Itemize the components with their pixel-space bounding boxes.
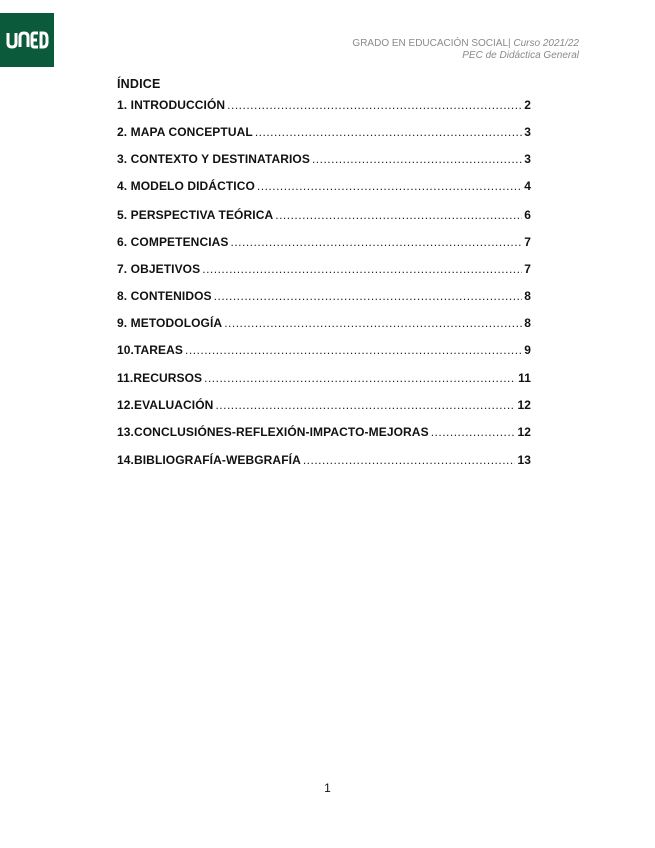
toc-entry[interactable] xyxy=(117,316,531,334)
toc-entry[interactable] xyxy=(117,262,531,280)
toc-entry-page: 6 xyxy=(524,208,531,222)
toc-entry-label: 3. CONTEXTO Y DESTINATARIOS xyxy=(117,152,310,166)
toc-entry[interactable] xyxy=(117,179,531,197)
toc-entry-page: 12 xyxy=(517,425,531,439)
toc-dot-leader xyxy=(224,316,522,330)
toc-entry-page: 3 xyxy=(524,125,531,139)
header-course: Curso 2021/22 xyxy=(513,38,579,49)
toc-entry-label: 8. CONTENIDOS xyxy=(117,289,212,303)
toc-entry-page: 11 xyxy=(518,371,531,385)
toc-entry[interactable] xyxy=(117,453,531,471)
uned-logo xyxy=(0,13,54,67)
toc-dot-leader xyxy=(202,262,522,276)
toc-dot-leader xyxy=(231,235,523,249)
toc-dot-leader xyxy=(255,125,522,139)
toc-entry-page: 4 xyxy=(524,179,531,193)
toc-entry[interactable] xyxy=(117,98,531,116)
toc-entry[interactable] xyxy=(117,289,531,307)
toc-entry-label: 7. OBJETIVOS xyxy=(117,262,201,276)
toc-entry[interactable] xyxy=(117,371,531,389)
toc-entry-label: 2. MAPA CONCEPTUAL xyxy=(117,125,253,139)
toc-entry-label: 1. INTRODUCCIÓN xyxy=(117,98,226,112)
toc-entry[interactable] xyxy=(117,125,531,143)
toc-entry-label: 13.CONCLUSIÓNES-REFLEXIÓN-IMPACTO-MEJORAS xyxy=(117,425,429,439)
toc-entry-page: 2 xyxy=(524,98,531,112)
uned-logo-mark xyxy=(5,30,49,50)
toc-entry-label: 4. MODELO DIDÁCTICO xyxy=(117,179,255,193)
toc-entry-label: 10.TAREAS xyxy=(117,343,184,357)
toc-entry-page: 13 xyxy=(517,453,531,467)
toc-entry-page: 12 xyxy=(517,398,531,412)
toc-entry-page: 7 xyxy=(524,235,531,249)
toc-dot-leader xyxy=(227,98,522,112)
toc-entry-label: 11.RECURSOS xyxy=(117,371,203,385)
toc-entry-label: 9. METODOLOGÍA xyxy=(117,316,223,330)
toc-dot-leader xyxy=(204,371,516,385)
header-program: GRADO EN EDUCACIÓN SOCIAL| xyxy=(352,38,514,49)
toc-entry[interactable] xyxy=(117,208,531,226)
header-line-1 xyxy=(352,38,579,50)
toc-entry[interactable] xyxy=(117,398,531,416)
toc-entry-label: 14.BIBLIOGRAFÍA-WEBGRAFÍA xyxy=(117,453,301,467)
toc-dot-leader xyxy=(215,398,515,412)
toc-dot-leader xyxy=(275,208,522,222)
toc-dot-leader xyxy=(185,343,522,357)
index-title: ÍNDICE xyxy=(117,77,161,91)
toc-entry-page: 9 xyxy=(524,343,531,357)
toc-dot-leader xyxy=(303,453,516,467)
toc-entry-label: 5. PERSPECTIVA TEÓRICA xyxy=(117,208,274,222)
header-subject: PEC de Didáctica General xyxy=(462,50,579,61)
toc-dot-leader xyxy=(431,425,516,439)
toc-entry-page: 7 xyxy=(524,262,531,276)
toc-dot-leader xyxy=(214,289,523,303)
toc-entry[interactable] xyxy=(117,235,531,253)
toc-dot-leader xyxy=(257,179,522,193)
page-number: 1 xyxy=(324,781,331,795)
toc-entry-label: 6. COMPETENCIAS xyxy=(117,235,229,249)
toc-entry-page: 3 xyxy=(524,152,531,166)
toc-entry[interactable] xyxy=(117,343,531,361)
toc-entry-page: 8 xyxy=(524,316,531,330)
toc-entry-label: 12.EVALUACIÓN xyxy=(117,398,214,412)
toc-dot-leader xyxy=(312,152,522,166)
toc-entry-page: 8 xyxy=(524,289,531,303)
toc-entry[interactable] xyxy=(117,425,531,443)
toc-entry[interactable] xyxy=(117,152,531,170)
document-header xyxy=(352,38,579,62)
